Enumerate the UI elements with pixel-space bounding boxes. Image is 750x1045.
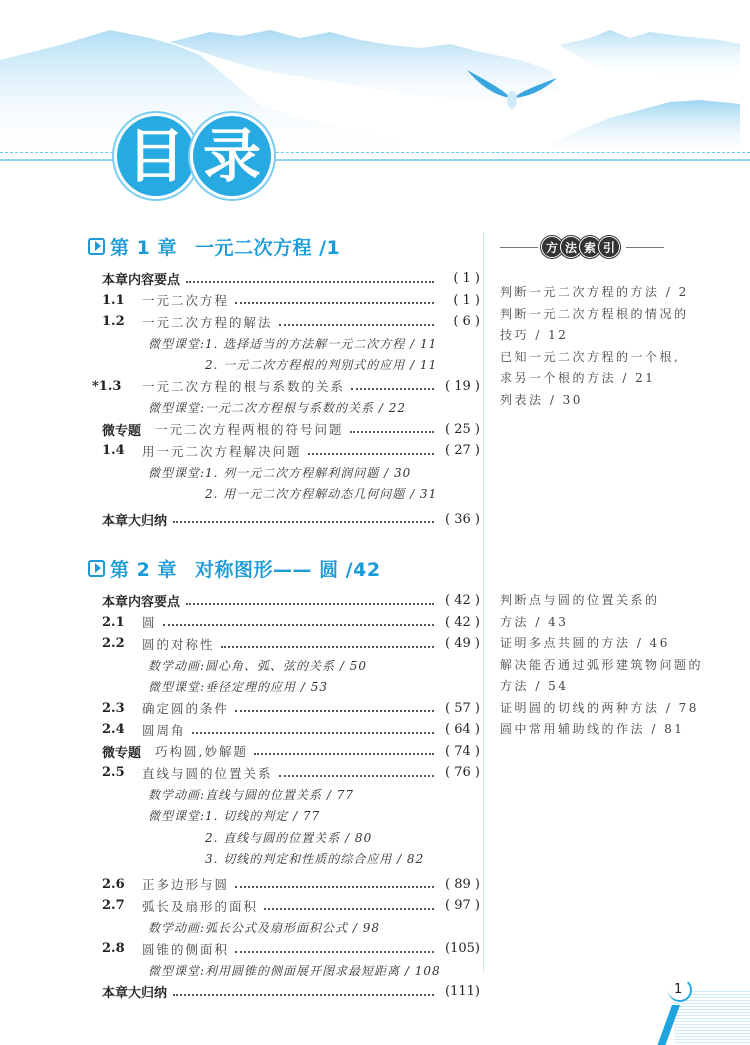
toc-entry[interactable] [88, 762, 480, 784]
method-index-item[interactable]: 证明多点共圆的方法 / 46 [500, 636, 670, 650]
leader-dots [279, 324, 434, 326]
toc-subentry[interactable]: 微型课堂:1. 列一元二次方程解利润问题 / 30 [148, 465, 412, 480]
toc-subentry[interactable]: 2. 直线与圆的位置关系 / 80 [205, 830, 373, 845]
method-index-item[interactable]: 圆中常用辅助线的作法 / 81 [500, 722, 685, 736]
toc-entry[interactable] [88, 268, 480, 290]
heading-rule-left [500, 247, 538, 248]
leader-dots [173, 994, 434, 996]
leader-dots [186, 603, 434, 605]
method-index-chapter-1 [500, 282, 720, 411]
entry-label: 一元二次方程的根与系数的关系 [142, 379, 346, 395]
method-index-item[interactable]: 判断一元二次方程的方法 / 2 [500, 285, 689, 299]
entry-page: ( 27 ) [445, 443, 480, 459]
heading-rule-right [626, 247, 664, 248]
leader-dots [221, 646, 434, 648]
heading-badge-char: 索 [579, 236, 601, 258]
chapter-number: 第 2 章 [110, 558, 177, 581]
entry-label: 直线与圆的位置关系 [142, 765, 273, 781]
entry-label: 本章大归纳 [102, 986, 168, 1002]
leader-dots [279, 775, 434, 777]
entry-label: 本章大归纳 [102, 513, 168, 529]
toc-entry[interactable] [88, 895, 480, 917]
leader-dots [350, 431, 434, 433]
entry-page: ( 42 ) [445, 614, 480, 630]
entry-label: 本章内容要点 [102, 595, 181, 611]
mountain-landscape-illustration [0, 0, 750, 160]
page-title [114, 113, 274, 199]
entry-page: ( 89 ) [445, 876, 480, 892]
leader-dots [254, 753, 434, 755]
entry-page: (111) [445, 984, 480, 1000]
entry-label: 圆的对称性 [142, 636, 215, 652]
entry-page: ( 74 ) [445, 743, 480, 759]
toc-subentry[interactable]: 微型课堂:垂径定理的应用 / 53 [148, 680, 328, 695]
toc-entry[interactable] [88, 874, 480, 896]
section-number: 2.8 [102, 941, 125, 957]
toc-entry[interactable] [88, 741, 480, 763]
toc-subentry[interactable]: 数学动画:直线与圆的位置关系 / 77 [148, 787, 354, 802]
entry-page: ( 1 ) [453, 271, 480, 287]
toc-subentry[interactable]: 数学动画:圆心角、弧、弦的关系 / 50 [148, 658, 367, 673]
section-number: 1.2 [102, 314, 125, 330]
entry-label: 确定圆的条件 [142, 701, 230, 717]
header-solid-divider [0, 159, 750, 161]
title-char-2: 录 [190, 113, 274, 199]
toc-subentry[interactable]: 数学动画:弧长公式及扇形面积公式 / 98 [148, 920, 380, 935]
method-index-panel [500, 232, 720, 736]
entry-label: 弧长及扇形的面积 [142, 898, 259, 914]
method-index-item[interactable]: 解决能否通过弧形建筑物问题的 [500, 657, 704, 672]
section-number: 2.4 [102, 722, 125, 738]
chapter-2-heading[interactable] [88, 554, 480, 582]
entry-page: ( 42 ) [445, 593, 480, 609]
title-char-1: 目 [114, 113, 198, 199]
chapter-title: 一元二次方程 /1 [194, 236, 341, 259]
section-number: 2.1 [102, 614, 125, 630]
leader-dots [264, 908, 434, 910]
page-footer [640, 975, 750, 1045]
toc-entry[interactable] [88, 376, 480, 398]
section-number: 2.5 [102, 765, 125, 781]
toc-entry[interactable] [88, 719, 480, 741]
toc-subentry[interactable]: 微型课堂:1. 切线的判定 / 77 [148, 809, 321, 824]
section-number: 2.6 [102, 876, 125, 892]
method-index-item[interactable]: 已知一元二次方程的一个根, [500, 349, 681, 364]
leader-dots [186, 281, 434, 283]
method-index-item[interactable]: 判断点与圆的位置关系的 [500, 593, 660, 607]
entry-page: ( 1 ) [453, 292, 480, 308]
toc-entry[interactable] [88, 590, 480, 612]
toc-entry[interactable] [88, 509, 480, 531]
leader-dots [163, 624, 434, 626]
entry-label: 圆 [142, 615, 157, 631]
leader-dots [308, 453, 434, 455]
section-number: 2.3 [102, 700, 125, 716]
entry-label: 一元二次方程 [142, 293, 230, 309]
entry-page: ( 19 ) [445, 378, 480, 394]
method-index-chapter-2 [500, 590, 703, 741]
entry-label: 圆周角 [142, 722, 186, 738]
leader-dots [235, 710, 434, 712]
method-index-heading [500, 232, 720, 262]
section-number: 1.4 [102, 443, 125, 459]
entry-page: ( 6 ) [453, 314, 480, 330]
method-index-item[interactable]: 列表法 / 30 [500, 392, 583, 407]
entry-page: ( 49 ) [445, 636, 480, 652]
method-index-item[interactable]: 求另一个根的方法 / 21 [500, 371, 656, 385]
special-topic-prefix: 微专题 [102, 745, 142, 761]
entry-label: 一元二次方程的解法 [142, 314, 273, 330]
entry-label: 巧构圆,妙解题 [155, 744, 248, 760]
leader-dots [192, 732, 434, 734]
toc-entry[interactable] [88, 612, 480, 634]
toc-entry[interactable] [88, 698, 480, 720]
toc-subentry[interactable]: 微型课堂:利用圆锥的侧面展开图求最短距离 / 108 [148, 963, 441, 978]
leader-dots [351, 388, 434, 390]
chevron-right-icon [88, 238, 105, 255]
method-index-item[interactable]: 方法 / 43 [500, 614, 569, 629]
toc-subentry[interactable]: 微型课堂:一元二次方程根与系数的关系 / 22 [148, 401, 406, 416]
chapter-number: 第 1 章 [110, 236, 177, 259]
entry-label: 一元二次方程两根的符号问题 [155, 422, 344, 438]
entry-label: 用一元二次方程解决问题 [142, 443, 302, 459]
header-banner [0, 0, 750, 160]
entry-label: 正多边形与圆 [142, 877, 230, 893]
entry-label: 本章内容要点 [102, 273, 181, 289]
entry-page: (105) [445, 941, 480, 957]
toc-entry[interactable] [88, 938, 480, 960]
section-number: *1.3 [92, 378, 122, 394]
heading-badge-char: 方 [541, 236, 563, 258]
header-dashed-divider [0, 152, 750, 153]
heading-badge-char: 法 [560, 236, 582, 258]
toc-subentry[interactable]: 3. 切线的判定和性质的综合应用 / 82 [205, 852, 425, 867]
method-index-item[interactable]: 证明圆的切线的两种方法 / 78 [500, 700, 699, 715]
toc-entry[interactable] [88, 419, 480, 441]
table-of-contents [88, 232, 480, 1003]
toc-subentry[interactable]: 微型课堂:1. 选择适当的方法解一元二次方程 / 11 [148, 336, 438, 351]
leader-dots [235, 951, 434, 953]
toc-entry[interactable] [88, 633, 480, 655]
heading-badge-char: 引 [598, 236, 620, 258]
section-number: 2.2 [102, 636, 125, 652]
entry-page: ( 36 ) [445, 511, 480, 527]
toc-subentry[interactable]: 2. 用一元二次方程解动态几何问题 / 31 [205, 487, 438, 502]
entry-page: ( 76 ) [445, 765, 480, 781]
method-index-item[interactable]: 方法 / 54 [500, 679, 569, 693]
entry-page: ( 64 ) [445, 722, 480, 738]
entry-page: ( 25 ) [445, 421, 480, 437]
chapter-title: 对称图形—— 圆 /42 [194, 558, 381, 581]
section-number: 2.7 [102, 898, 125, 914]
method-index-item[interactable]: 技巧 / 12 [500, 328, 569, 342]
leader-dots [235, 886, 434, 888]
toc-entry[interactable] [88, 440, 480, 462]
page-number: 1 [674, 982, 683, 997]
toc-subentry[interactable]: 2. 一元二次方程根的判别式的应用 / 11 [205, 358, 438, 373]
entry-label: 圆锥的侧面积 [142, 941, 230, 957]
method-index-item[interactable]: 判断一元二次方程根的情况的 [500, 306, 689, 321]
leader-dots [173, 521, 434, 523]
section-number: 1.1 [102, 292, 125, 308]
column-divider [483, 232, 484, 972]
toc-entry[interactable] [88, 311, 480, 333]
toc-entry[interactable] [88, 290, 480, 312]
chevron-right-icon [88, 560, 105, 577]
leader-dots [235, 302, 434, 304]
chapter-1-heading[interactable] [88, 232, 480, 260]
entry-page: ( 57 ) [445, 700, 480, 716]
entry-page: ( 97 ) [445, 898, 480, 914]
special-topic-prefix: 微专题 [102, 423, 142, 439]
toc-entry[interactable] [88, 981, 480, 1003]
